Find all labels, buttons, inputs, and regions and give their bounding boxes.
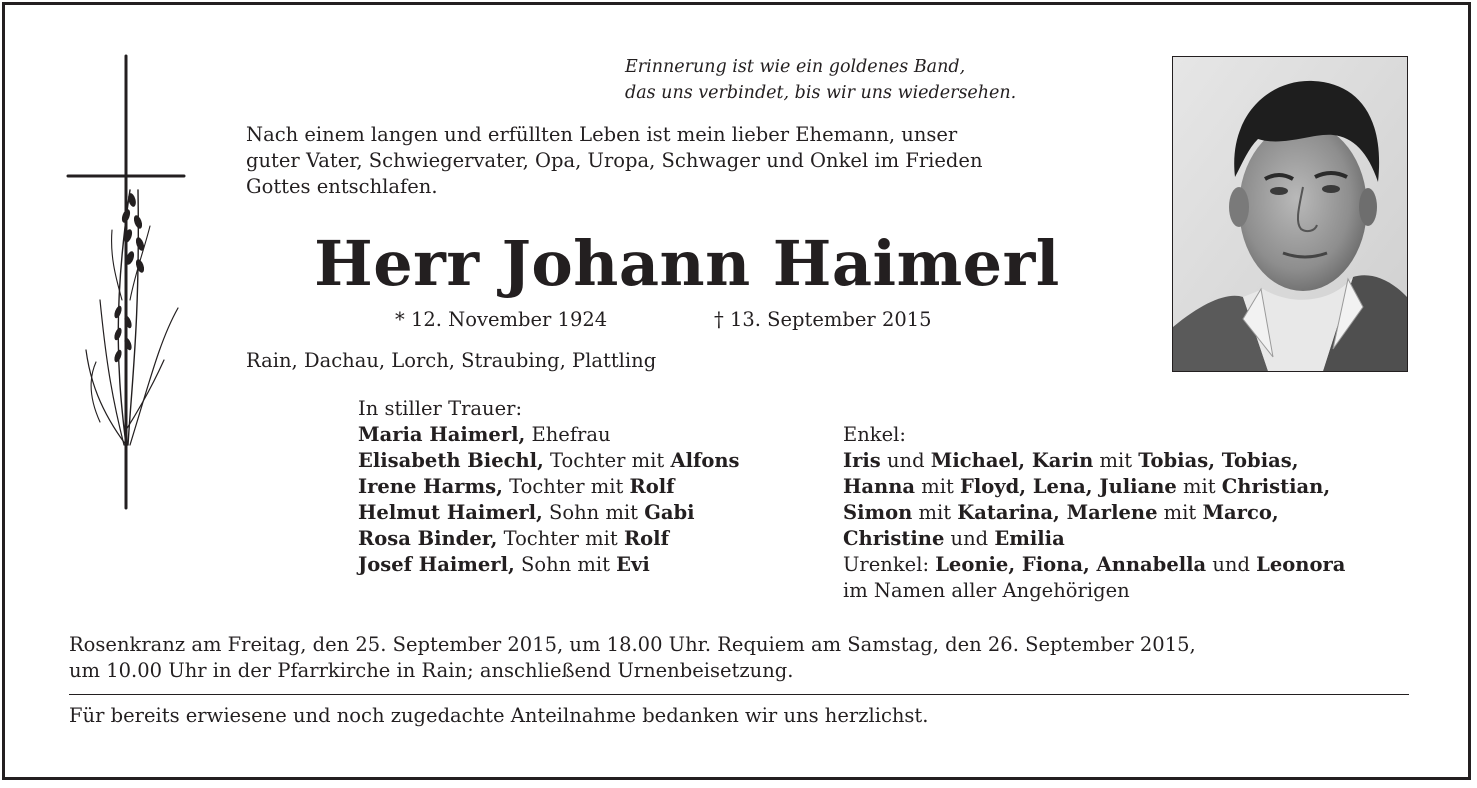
places-of-life: Rain, Dachau, Lorch, Straubing, Plattling	[246, 349, 657, 372]
grandchild-name: Katarina, Marlene	[957, 501, 1158, 524]
quote-line-2: das uns verbindet, bis wir uns wiedersehen.	[625, 83, 1017, 103]
intro-text	[246, 122, 1126, 200]
death-date: † 13. September 2015	[714, 308, 932, 331]
grandchild-name: Simon	[843, 501, 913, 524]
mourner-partner: Rolf	[629, 475, 675, 498]
mourners-closing: im Namen aller Angehörigen	[843, 579, 1130, 602]
connector-text: und	[880, 449, 931, 472]
service-line-2: um 10.00 Uhr in der Pfarrkirche in Rain; anschließend Urnenbeisetzung.	[69, 659, 794, 682]
mourner-relation: Sohn mit	[542, 501, 645, 524]
grandchild-name: Leonie, Fiona, Annabella	[935, 553, 1207, 576]
connector-text: mit	[1157, 501, 1203, 524]
grandchild-name: Iris	[843, 449, 881, 472]
grandchild-name: Emilia	[994, 527, 1065, 550]
mourner-name: Josef Haimerl,	[358, 553, 515, 576]
connector-text: und	[944, 527, 995, 550]
intro-line-1: Nach einem langen und erfüllten Leben ist mein lieber Ehemann, unser	[246, 123, 958, 146]
mourner-partner: Alfons	[670, 449, 740, 472]
grandchildren-line	[843, 500, 1345, 526]
mourner-entry	[358, 422, 740, 448]
service-line-1: Rosenkranz am Freitag, den 25. September 2015, um 18.00 Uhr. Requiem am Samstag, den 26. September 2015,	[69, 633, 1196, 656]
mourner-relation: Sohn mit	[514, 553, 617, 576]
connector-text: Urenkel:	[843, 553, 936, 576]
grandchildren-line	[843, 526, 1345, 552]
thanks-text: Für bereits erwiesene und noch zugedachte Anteilnahme bedanken wir uns herzlichst.	[69, 704, 929, 727]
mourner-name: Helmut Haimerl,	[358, 501, 543, 524]
mourner-name: Irene Harms,	[358, 475, 503, 498]
grandchild-name: Tobias, Tobias,	[1138, 449, 1299, 472]
grandchildren-line	[843, 448, 1345, 474]
mourner-name: Elisabeth Biechl,	[358, 449, 544, 472]
connector-text: und	[1206, 553, 1257, 576]
grandchild-name: Floyd, Lena, Juliane	[960, 475, 1177, 498]
mourner-relation: Ehefrau	[525, 423, 611, 446]
connector-text: mit	[1093, 449, 1139, 472]
mourner-relation: Tochter mit	[543, 449, 671, 472]
mourner-relation: Tochter mit	[502, 475, 630, 498]
mourners-family-list	[358, 396, 740, 578]
service-details	[69, 632, 1409, 684]
portrait-photo	[1172, 56, 1408, 372]
divider	[69, 694, 1409, 695]
connector-text: mit	[915, 475, 961, 498]
grandchild-name: Michael, Karin	[930, 449, 1094, 472]
connector-text: mit	[912, 501, 958, 524]
mourner-relation: Tochter mit	[497, 527, 624, 550]
grandchild-name: Leonora	[1256, 553, 1346, 576]
grandchild-name: Hanna	[843, 475, 916, 498]
mourner-entry	[358, 526, 740, 552]
intro-line-3: Gottes entschlafen.	[246, 175, 438, 198]
birth-date: * 12. November 1924	[395, 308, 608, 331]
mourner-entry	[358, 552, 740, 578]
grandchildren-heading: Enkel:	[843, 423, 906, 446]
mourners-heading: In stiller Trauer:	[358, 397, 523, 420]
mourners-grandchildren-list	[843, 422, 1345, 604]
mourner-entry	[358, 474, 740, 500]
great-grandchildren-line	[843, 552, 1345, 578]
quote-line-1: Erinnerung ist wie ein goldenes Band,	[625, 57, 966, 77]
portrait-image	[1173, 57, 1407, 371]
grandchild-name: Marco,	[1202, 501, 1279, 524]
grandchildren-line	[843, 474, 1345, 500]
grandchild-name: Christine	[843, 527, 945, 550]
memorial-quote	[625, 54, 1016, 106]
cross-with-wheat-icon	[60, 50, 190, 512]
mourner-name: Maria Haimerl,	[358, 423, 526, 446]
deceased-name: Herr Johann Haimerl	[314, 227, 1060, 300]
mourner-name: Rosa Binder,	[358, 527, 498, 550]
grandchild-name: Christian,	[1221, 475, 1331, 498]
intro-line-2: guter Vater, Schwiegervater, Opa, Uropa, Schwager und Onkel im Frieden	[246, 149, 983, 172]
mourner-entry	[358, 448, 740, 474]
mourner-partner: Evi	[616, 553, 650, 576]
mourner-partner: Gabi	[644, 501, 695, 524]
connector-text: mit	[1176, 475, 1222, 498]
mourner-partner: Rolf	[623, 527, 669, 550]
mourner-entry	[358, 500, 740, 526]
